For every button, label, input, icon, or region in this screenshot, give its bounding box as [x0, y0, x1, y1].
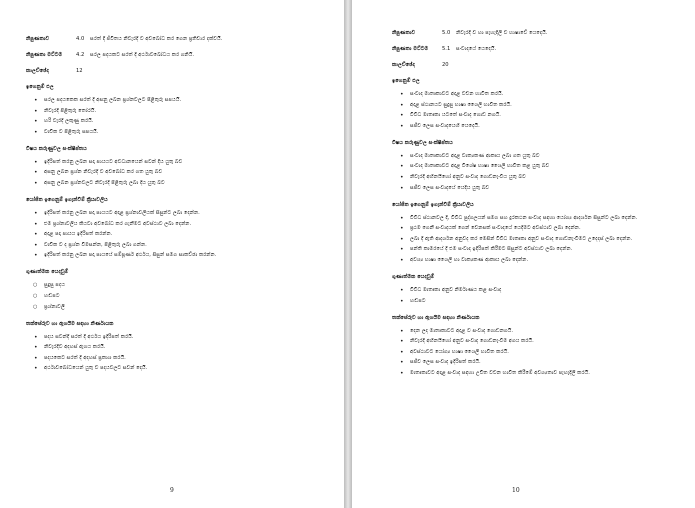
section-heading: ගුණාත්මක යෙදවුම් [26, 269, 69, 276]
list-item: • ඉදිරිපත් කරනු ලබන පදා පායයේ සම්පූර්ණ අර්ථය, සිසුන් සමග සාකච්ඡා කරන්න. [44, 252, 326, 259]
competency-label: නිපුණතාව [26, 36, 50, 42]
section-heading: තක්සේරුව හා ඇගයීම සඳහා නිර්ණායක [26, 320, 114, 327]
list-item: • සජීව ලෙස සංවාදයෙහි යෙදෙයි. [410, 123, 677, 130]
list-item: • සරල පදයකෙක සරත් දී අසනු ලබන ප්‍රශ්නවලට පිළිතුරු සපයයි. [44, 97, 326, 104]
competency-level-text: සරල පදයකට සරත් දී අර්ථාවබෝධය කර ගනියි. [90, 52, 195, 58]
list-item: • පන්ති කාමරයේ දී එම සංවාද ඉදිරිපත් කිරීමට සිසුන්ට අවස්ථාව ලබා දෙන්න. [410, 246, 677, 253]
list-item: • අර්ථාවබෝධයෙන් යුතු ව පදයවලට සවන් දෙයි. [44, 365, 326, 372]
right-page [352, 0, 695, 508]
competency-text: නිවැරදි ව හා පැහැදිලි ව භාෂාවේ යෙදෙයි. [456, 30, 548, 36]
periods-label: කාලච්ඡේද [26, 68, 49, 74]
section-list [26, 210, 326, 259]
section-list [26, 334, 326, 373]
competency-level-row [26, 52, 326, 59]
list-item: • හඬපට [410, 298, 677, 305]
list-item: • සංවාද මාතෘකාවට අදාළ වාක්‍යකණ ආකෘය ලබා ගත යුතු බව [410, 153, 677, 160]
section-list [26, 159, 326, 187]
list-item: • සංවාද මාතෘකාවට අදාළ විශේෂ භාෂා ශෛලී භාවිත කළ යුතු බව [410, 163, 677, 170]
list-item: • සජීව ලෙස සංවාදයේ යෙදීය යුතු බව [410, 185, 677, 192]
list-item: • ඉදිරිපත් කරනු ලබන සදා පායයට අවධානයෙන් සවන් දීය යුතු බව [44, 159, 326, 166]
competency-label: නිපුණතාව [392, 30, 416, 36]
list-item: • නිවැරදි අභිනයීහෝ අනුව සංවාද ගොඩනැංවීම අගය කරයි. [410, 338, 677, 345]
list-item: • දෙන ලද මාතෘකාවට අදාළ ව සංවාද ගොඩනගයි. [410, 328, 677, 335]
list-item: • අදාළ ස්ථානයට සුදුසු භාෂා ශෛලී භාවිත කරයි. [410, 102, 677, 109]
competency-level-text: සංවාදයේ යෙදෙයි. [456, 46, 497, 52]
list-item: • ප්‍රථම ගෙනී සංවාදයක් ගෙන් වෙනසක් සංවාදයේ යෙදීමට අවස්ථාව ලබා දෙන්න. [410, 225, 677, 232]
list-item: • අවශ්‍ය භාෂා ශෛලී හා වාක්‍යකණ ආකෘය ලබා දෙන්න. [410, 257, 677, 264]
list-item: • ලබා දී ඇති ආදර්ශන අනුවද කර මෙසින් විවිධ මාතෘකා අනුව සංවාද ගොඩනැංවීමට උදෙදස් ලබා දෙන්න. [410, 236, 677, 243]
competency-level-number: 4.2 [76, 52, 85, 58]
list-item: • අසනු ලබන ප්‍රශ්නවලට නිවැරදි පිළිතුරු ලබා දිය යුතු බව [44, 180, 326, 187]
competency-row [392, 30, 677, 37]
list-item: • ඉදිරිපත් කරනු ලබන පදා පායයට අදාළ ප්‍රශ්නාවලියක් සිසුන්ට ලබා දෙන්න. [44, 210, 326, 217]
competency-level-row [392, 46, 677, 53]
list-item: • විවිධ ස්ථානවල දී, විවිධ පුද්ගලයන් සමග සහ දුරකථන සංවාද සඳහා යෝග්‍ය ආදර්ශන සිසුන්ට ලබා දෙන්න. [410, 215, 677, 222]
section-list [26, 97, 326, 136]
list-item: • අවස්ථාවට යෝග්‍ය භාෂා ශෛලී භාවිත කරයි. [410, 349, 677, 356]
right-sections [392, 78, 677, 377]
section-heading: ඉගෙනුම් ඵල [26, 84, 54, 90]
periods-value: 12 [76, 68, 83, 74]
competency-number: 4.0 [76, 36, 85, 42]
periods-row [392, 62, 677, 69]
list-item: ○ ප්‍රශ්නාවලී [44, 304, 326, 311]
list-item: • හරි වැරදි ලකුණු කරයි. [44, 118, 326, 125]
periods-row [26, 68, 326, 75]
list-item: • පදය සවන්දී සරත් දී අර්ථය ඉදිරිපත් කරයි. [44, 334, 326, 341]
list-item: ○ හඬපට [44, 293, 326, 300]
list-item: • අදාළ පදා පායය ඉදිරිපත් කරන්න. [44, 231, 326, 238]
section-list [392, 328, 677, 377]
section-heading: යෝජිත ඉගෙනුම් ඉගැන්වීම් ක්‍රියාවලිය [392, 201, 474, 208]
section-heading: ගුණාත්මක යෙදවුම් [392, 273, 435, 280]
list-item: • අසනු ලබන ප්‍රශ්න නිවැරදි ව අවබෝධ කර ගත යුතු බව [44, 169, 326, 176]
list-item: • නිවැරදිව අදහස් ඇගය කරයි. [44, 344, 326, 351]
left-page [0, 0, 344, 508]
list-item: • සජීව ලෙස සංවාද ඉදිරිපත් කරයි. [410, 359, 677, 366]
list-item: ○ සුදුසු පදය [44, 282, 326, 289]
left-page-content [26, 36, 326, 382]
list-item: • එම ප්‍රශ්නාවලිය කියවා අවබෝධ කර ගැනීමට අවස්ථාව ලබා දෙන්න. [44, 221, 326, 228]
left-sections [26, 84, 326, 372]
section-heading: විෂය කරුණුවල සංක්ෂිප්තය [26, 145, 87, 152]
section-list [26, 282, 326, 310]
section-list [392, 91, 677, 130]
book-gutter [344, 0, 352, 508]
page-number: 9 [170, 487, 174, 494]
competency-text: සරත් දී ජිවිතය නිවැරදි ව අවබෝධ කර ගෙන ප්‍රතිචාර දක්වයි. [90, 36, 223, 42]
competency-level-number: 5.1 [442, 46, 451, 52]
competency-number: 5.0 [442, 30, 451, 36]
list-item: • නිවැරදි අභිනයීහෝ අනුව සංවාද ගොඩනැංවීය යුතු බව [410, 174, 677, 181]
list-item: • පදයකෙට සරත් දී අදහස් ප්‍රකාශ කරයි. [44, 355, 326, 362]
list-item: • වාචික ව ද ප්‍රශ්න විමසන්න, පිළිතුරු ලබා ගන්න. [44, 242, 326, 249]
periods-value: 20 [442, 62, 449, 68]
list-item: • වාචික ව පිළිතුරු සපයයි. [44, 129, 326, 136]
section-list [392, 215, 677, 264]
section-heading: ඉගෙනුම් ඵල [392, 78, 420, 84]
page-number: 10 [512, 487, 520, 494]
section-heading: යෝජිත ඉගෙනුම් ඉගැන්වීම් ක්‍රියාවලිය [26, 196, 108, 203]
competency-row [26, 36, 326, 43]
list-item: • නිවැරදි පිළිතුරු තෝරයි. [44, 108, 326, 115]
periods-label: කාලච්ඡේද [392, 62, 415, 68]
section-list [392, 287, 677, 305]
competency-level-label: නිපුණතා මට්ටම [26, 52, 63, 58]
list-item: • විවිධ මාතෘකා අනුව නිර්මාණය කළ සංවාද [410, 287, 677, 294]
list-item: • සංවාද මාතෘකාවට අදාළ වචන භාවිත කරයි. [410, 91, 677, 98]
competency-level-label: නිපුණතා මට්ටම [392, 46, 429, 52]
section-list [392, 153, 677, 192]
list-item: • විවිධ මාතෘකා යටතේ සංවාද ගොඩ නගයි. [410, 112, 677, 119]
section-heading: තක්සේරුව හා ඇගයීම සඳහා නිර්ණායක [392, 314, 480, 321]
section-heading: විෂය කරුණුවල සංක්ෂිප්තය [392, 139, 453, 146]
list-item: • මාතෘකාවට අදාළ සංවාද සඳහා උචිත වචන භාවිත කිරීමේ අවශ්‍යතාව පැහැදිලි කරයි. [410, 370, 677, 377]
right-page-content [392, 30, 677, 387]
